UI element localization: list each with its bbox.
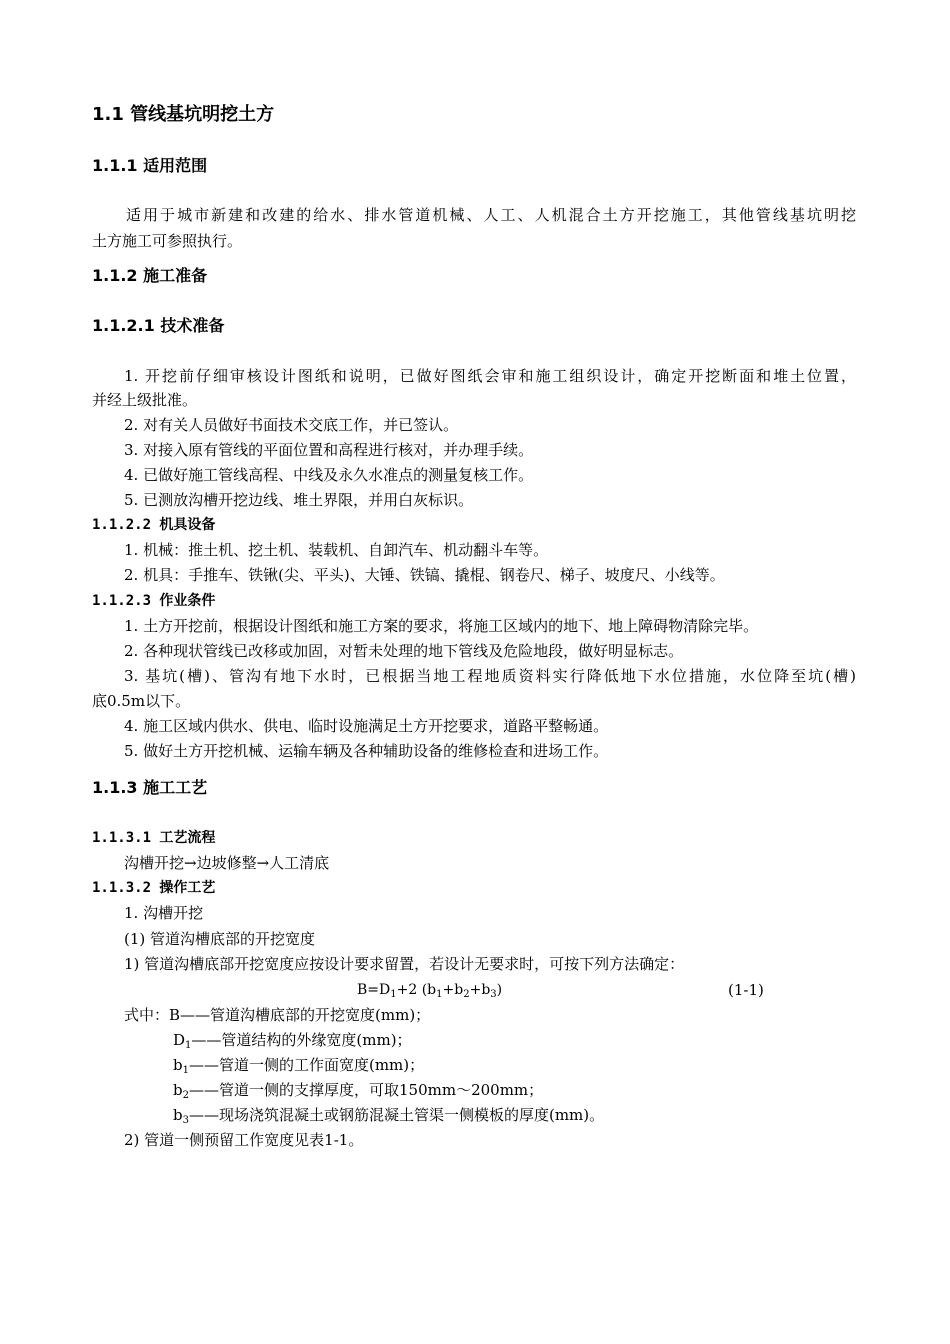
heading-1-1-3-1: 1.1.3.1 工艺流程 (92, 830, 216, 846)
conditions-item-3-line-2: 底0.5m以下。 (92, 692, 191, 710)
conditions-item-5: 5. 做好土方开挖机械、运输车辆及各种辅助设备的维修检查和进场工作。 (124, 742, 609, 760)
heading-1-1-3-2: 1.1.3.2 操作工艺 (92, 880, 216, 896)
equipment-item-2: 2. 机具：手推车、铁锹(尖、平头)、大锤、铁镐、撬棍、钢卷尺、梯子、坡度尺、小线等。 (124, 566, 725, 584)
conditions-item-3-line-1: 3. 基坑(槽)、管沟有地下水时，已根据当地工程地质资料实行降低地下水位措施，水位降至坑(槽) (124, 667, 856, 685)
scope-paragraph-line-1: 适用于城市新建和改建的给水、排水管道机械、人工、人机混合土方开挖施工，其他管线基坑明挖 (126, 206, 856, 224)
heading-1-1-3: 1.1.3 施工工艺 (92, 778, 208, 797)
formula-where-b2: $b_2——$管道一侧的支撑厚度，可取150mm～200mm； (173, 1081, 544, 1101)
formula-number: (1-1) (728, 981, 764, 999)
conditions-item-1: 1. 土方开挖前，根据设计图纸和施工方案的要求，将施工区域内的地下、地上障碍物清除完毕。 (124, 617, 759, 635)
tech-prep-item-1-line-1: 1. 开挖前仔细审核设计图纸和说明，已做好图纸会审和施工组织设计，确定开挖断面和堆土位置， (124, 367, 856, 385)
process-flow: 沟槽开挖→边坡修整→人工清底 (124, 854, 330, 872)
tech-prep-item-4: 4. 已做好施工管线高程、中线及永久水准点的测量复核工作。 (124, 466, 534, 484)
formula-where-intro: 式中：B——管道沟槽底部的开挖宽度(mm)； (124, 1006, 431, 1024)
tech-prep-item-3: 3. 对接入原有管线的平面位置和高程进行核对，并办理手续。 (124, 441, 534, 459)
conditions-item-4: 4. 施工区域内供水、供电、临时设施满足土方开挖要求，道路平整畅通。 (124, 717, 609, 735)
tech-prep-item-2: 2. 对有关人员做好书面技术交底工作，并已签认。 (124, 416, 459, 434)
formula-where-b1: $b_1——$管道一侧的工作面宽度(mm)； (173, 1056, 425, 1076)
heading-1-1-2-1: 1.1.2.1 技术准备 (92, 316, 225, 335)
equipment-item-1: 1. 机械：推土机、挖土机、装载机、自卸汽车、机动翻斗车等。 (124, 541, 549, 559)
formula-1-1: $B=D_1+2$ $(b_1+b_2+b_3)$ (357, 982, 503, 1000)
heading-1-1-2-3: 1.1.2.3 作业条件 (92, 593, 216, 609)
operation-item-1: 1. 沟槽开挖 (124, 904, 204, 922)
formula-where-d1: $D_1——$管道结构的外缘宽度(mm)； (173, 1031, 412, 1051)
scope-paragraph-line-2: 土方施工可参照执行。 (92, 232, 243, 250)
tech-prep-item-1-line-2: 并经上级批准。 (92, 391, 198, 409)
operation-item-1-sub-1-2: 2) 管道一侧预留工作宽度见表1-1。 (124, 1131, 364, 1149)
formula-where-b3: $b_3——$现场浇筑混凝土或钢筋混凝土管渠一侧模板的厚度(mm)。 (173, 1106, 605, 1126)
heading-1-1-2: 1.1.2 施工准备 (92, 266, 208, 285)
heading-1-1: 1.1 管线基坑明挖土方 (92, 104, 275, 125)
heading-1-1-2-2: 1.1.2.2 机具设备 (92, 517, 216, 533)
heading-1-1-1: 1.1.1 适用范围 (92, 156, 208, 175)
operation-item-1-sub-1-1: 1) 管道沟槽底部开挖宽度应按设计要求留置，若设计无要求时，可按下列方法确定： (124, 955, 685, 973)
operation-item-1-sub-1: (1) 管道沟槽底部的开挖宽度 (124, 930, 316, 948)
conditions-item-2: 2. 各种现状管线已改移或加固，对暂未处理的地下管线及危险地段，做好明显标志。 (124, 642, 684, 660)
tech-prep-item-5: 5. 已测放沟槽开挖边线、堆土界限，并用白灰标识。 (124, 491, 474, 509)
